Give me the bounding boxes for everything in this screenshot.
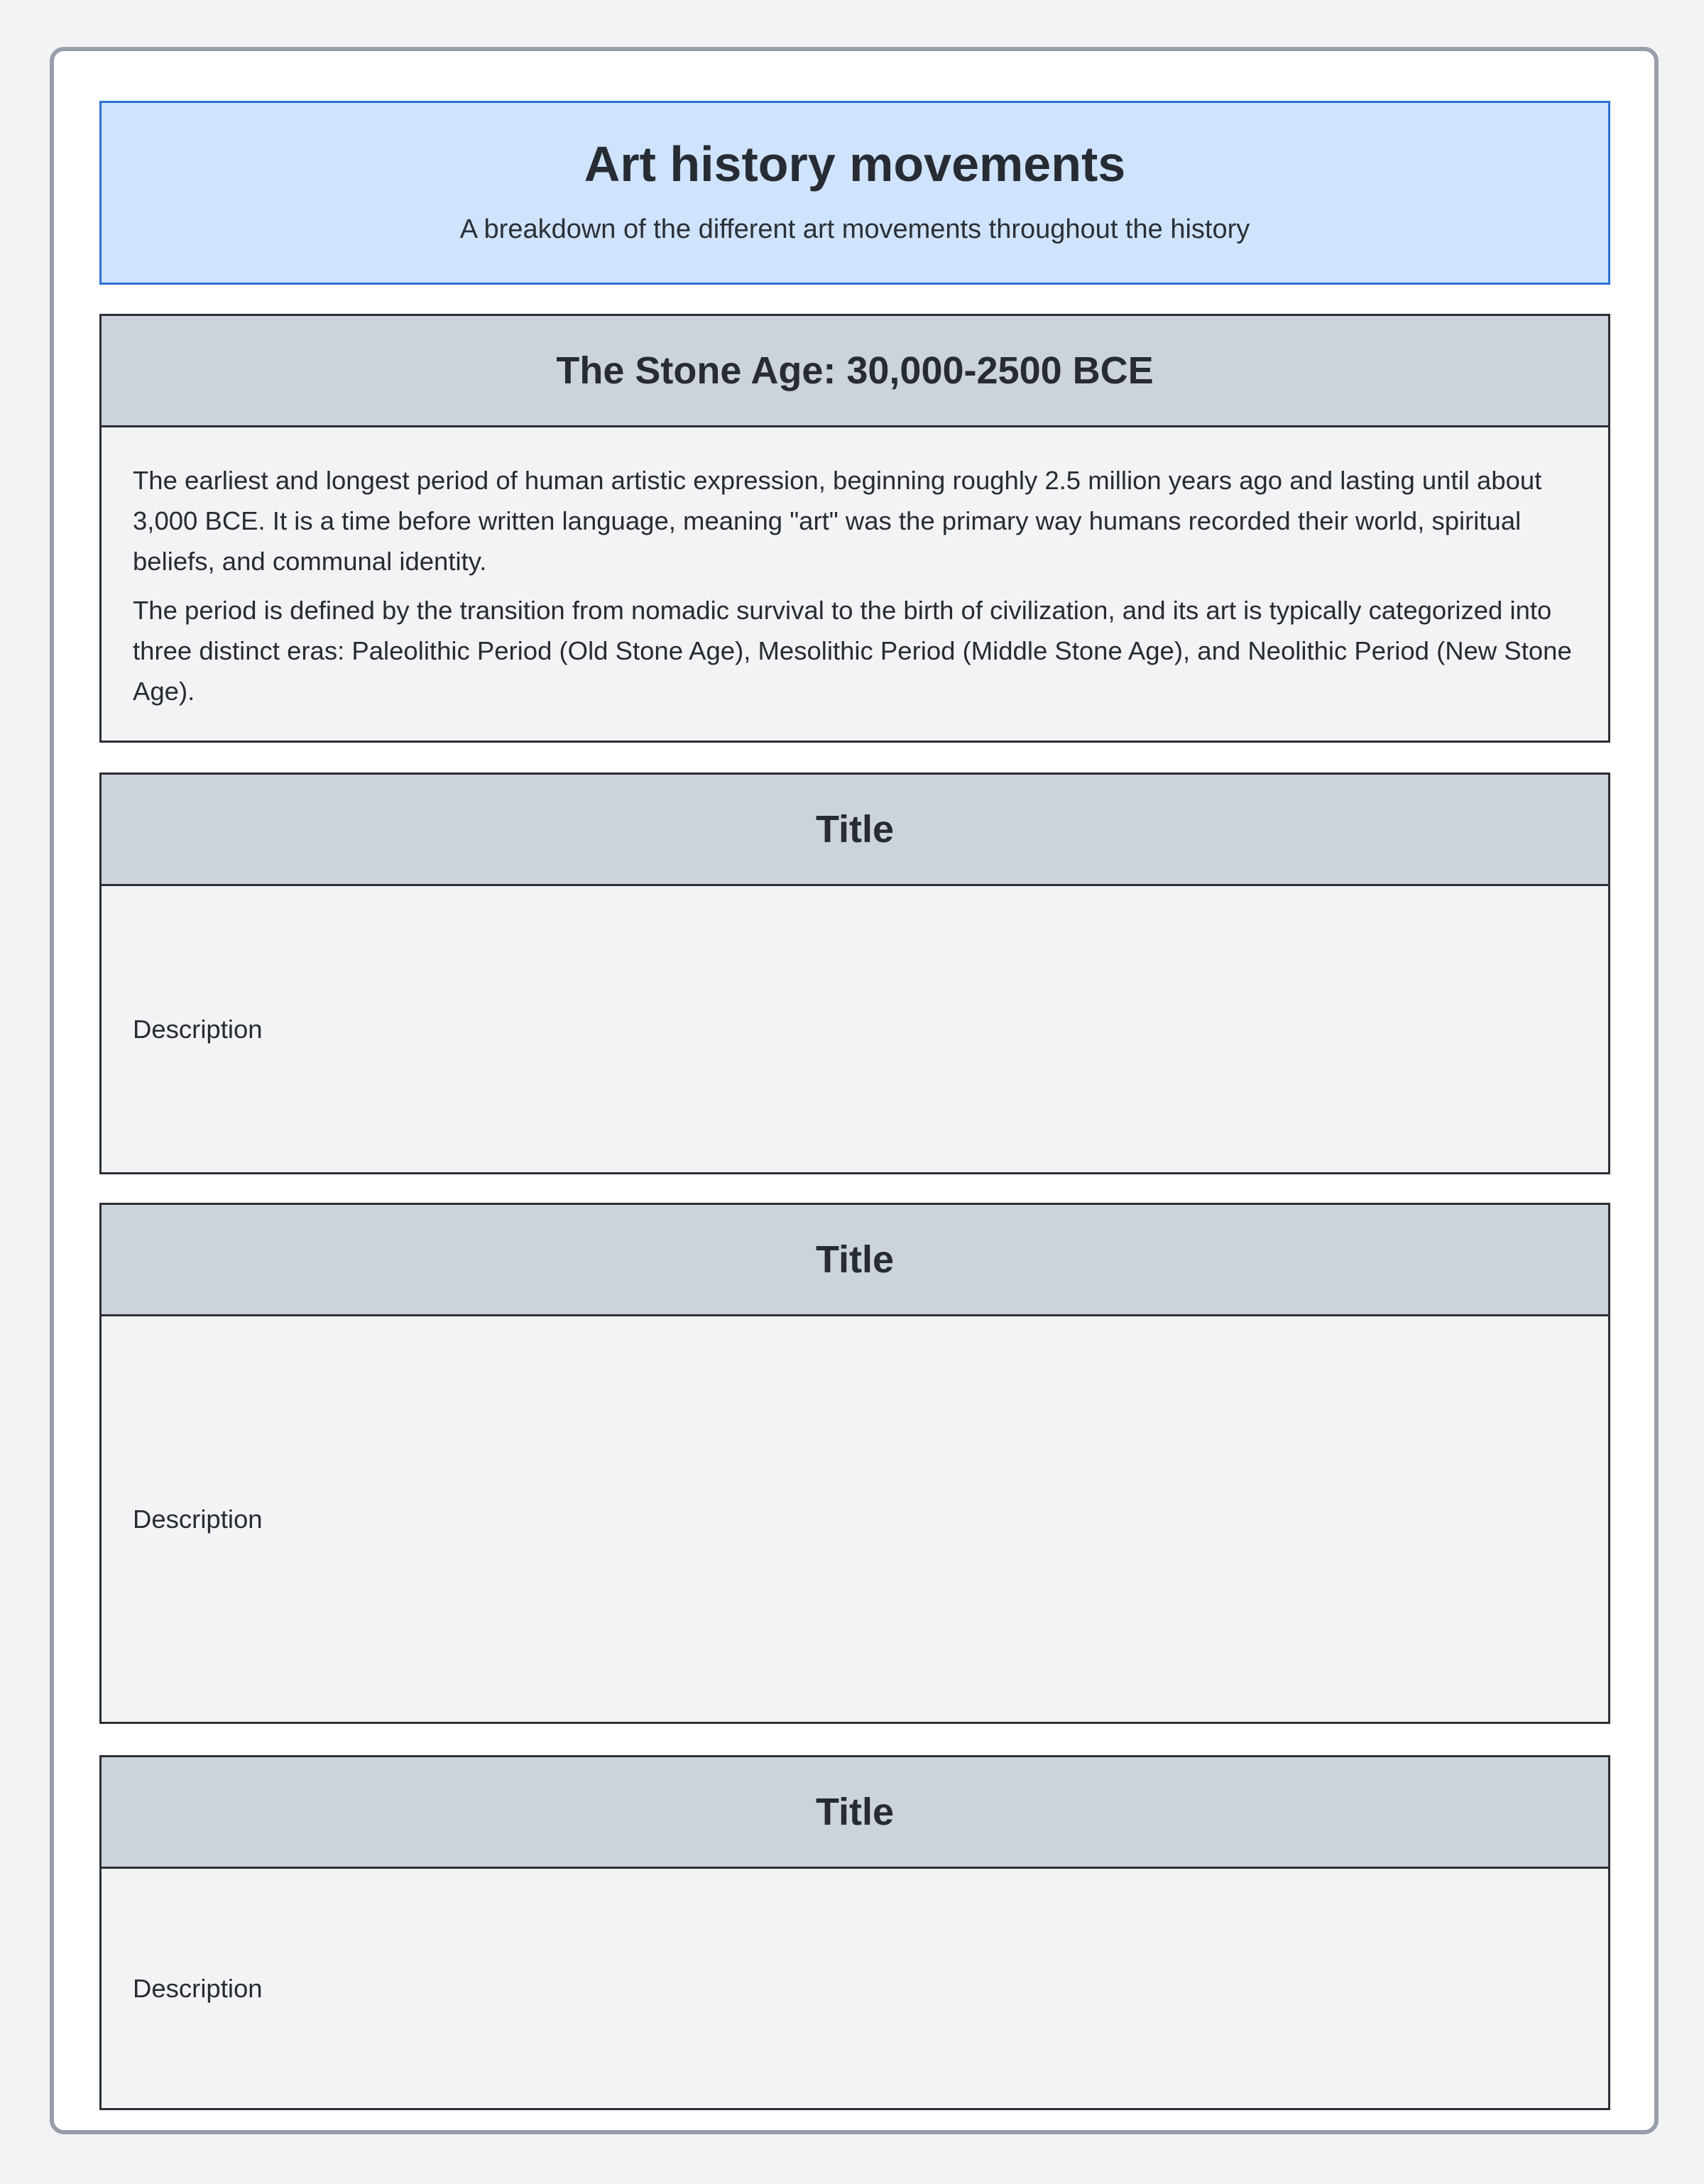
movement-card <box>99 314 1610 743</box>
card-description: Description <box>133 1505 263 1534</box>
card-title: Title <box>815 1791 895 1833</box>
card-body <box>102 1869 1608 2108</box>
page-title: Art history movements <box>584 136 1126 192</box>
card-description: Description <box>133 1015 263 1044</box>
page-subtitle: A breakdown of the different art movements throughout the history <box>459 214 1250 244</box>
page-header <box>99 101 1610 285</box>
card-description: Description <box>133 1974 263 2003</box>
card-title: Title <box>815 1238 895 1281</box>
main-container <box>50 47 1659 2134</box>
movement-card <box>99 772 1610 1174</box>
content-area <box>99 101 1610 2003</box>
card-body <box>102 886 1608 1172</box>
card-header <box>102 316 1608 427</box>
card-description: The period is defined by the transition from nomadic survival to the birth of civilization, and its art is typically categorized into three distinct eras: Paleolithic Period (Old Stone Age), Mesolithic Period (Middle Stone Age), and Neolithic Period (New Stone Age). <box>133 596 1572 706</box>
card-header <box>102 1205 1608 1316</box>
card-header <box>102 1757 1608 1869</box>
card-body <box>102 427 1608 711</box>
card-body <box>102 1316 1608 1722</box>
card-title: The Stone Age: 30,000-2500 BCE <box>556 349 1154 392</box>
movement-card <box>99 1203 1610 1724</box>
movement-card <box>99 1755 1610 2110</box>
card-title: Title <box>815 808 895 851</box>
card-header <box>102 775 1608 886</box>
card-description: The earliest and longest period of human artistic expression, beginning roughly 2.5 million years ago and lasting until about 3,000 BCE. It is a time before written language, meaning "art" was the primary way humans recorded their world, spiritual beliefs, and communal identity. <box>133 466 1542 576</box>
